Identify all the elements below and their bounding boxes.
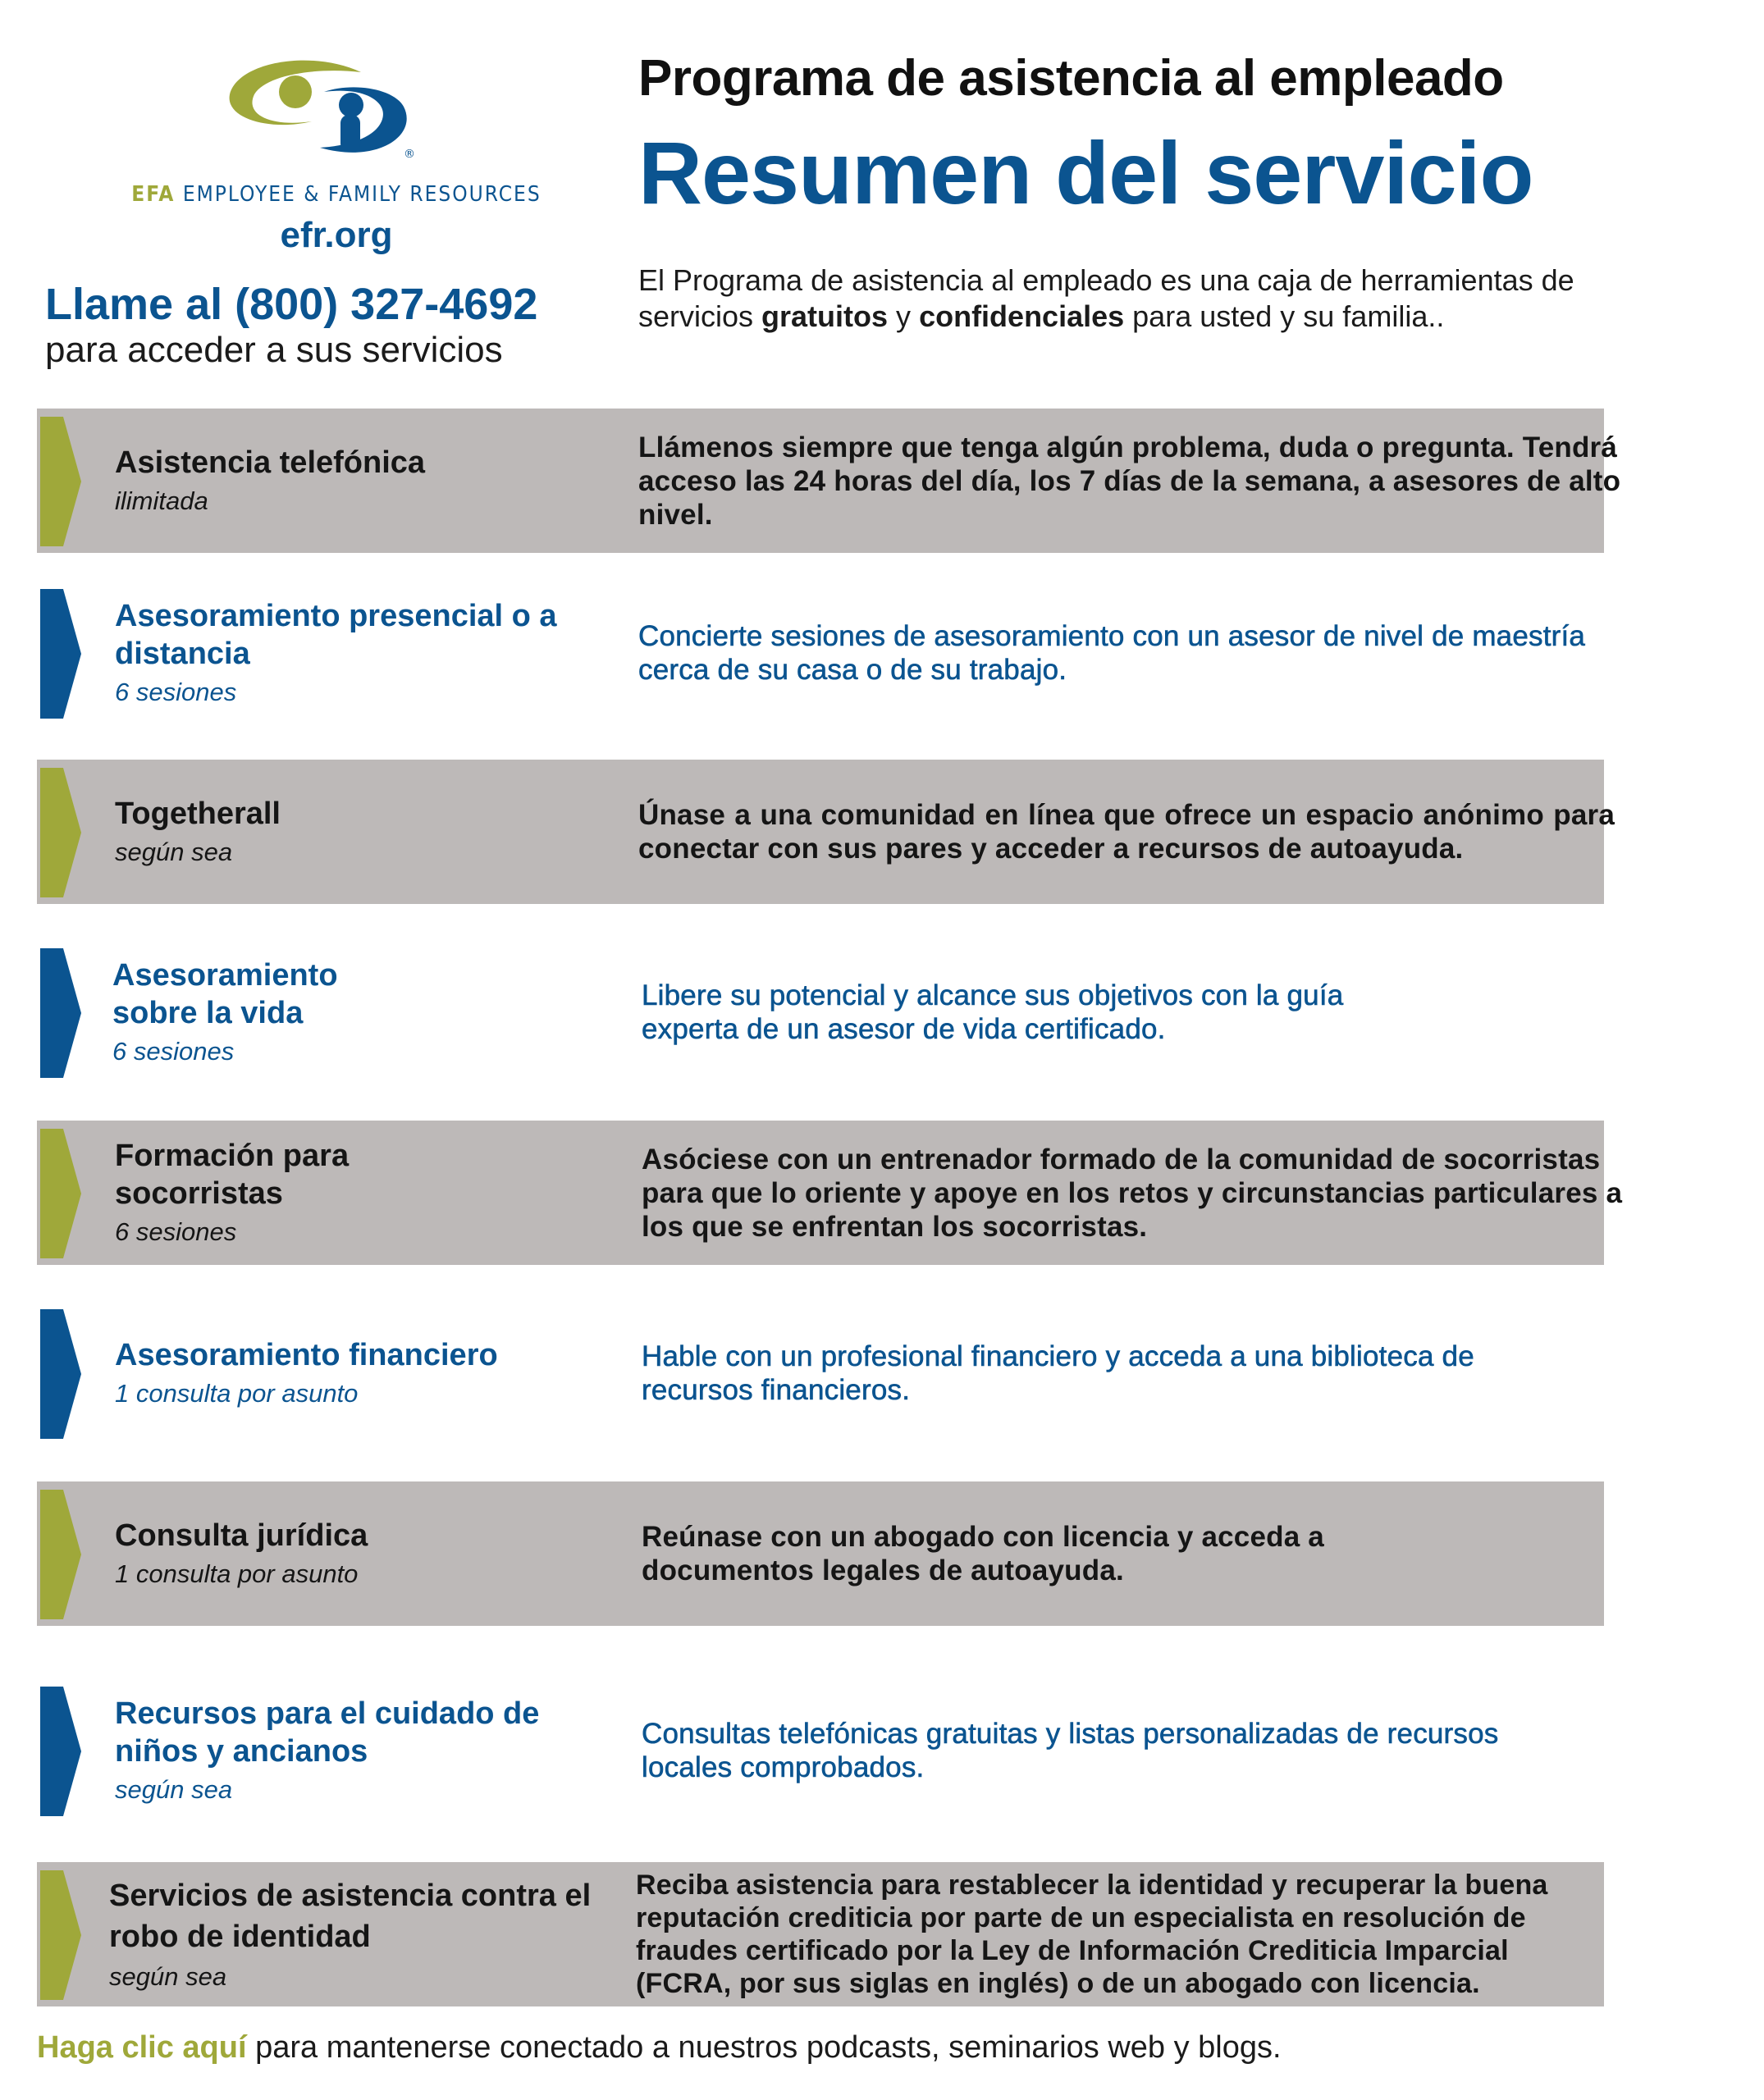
service-row-care-resources — [37, 1678, 1604, 1823]
service-row-identity-theft — [37, 1862, 1604, 2006]
service-desc: Consultas telefónicas gratuitas y listas personalizadas de recursos locales comprobados. — [642, 1718, 1499, 1783]
click-here-link[interactable]: Haga clic aquí — [37, 2030, 247, 2065]
service-row-first-responders — [37, 1121, 1623, 1265]
chevron-green-icon — [40, 1490, 81, 1619]
footer-line — [37, 2030, 1282, 2066]
footer-text: para mantenerse conectado a nuestros podcasts, seminarios web y blogs. — [246, 2030, 1282, 2065]
program-heading: Programa de asistencia al empleado — [638, 50, 1504, 107]
service-name: Asesoramiento presencial o a distancia — [115, 599, 557, 671]
intro-text: El Programa de asistencia al empleado es una caja de herramientas de servicios gratuitos y confidenciales para usted y su familia.. — [638, 263, 1574, 333]
registered-mark: ® — [404, 148, 415, 161]
service-note: según sea — [115, 838, 233, 866]
service-note: ilimitada — [115, 486, 208, 515]
service-name: Asesoramiento financiero — [115, 1338, 498, 1372]
service-desc: Asóciese con un entrenador formado de la comunidad de socorristas para que lo oriente y apoye en los retos y circunstancias particulares a los que se enfrentan los socorristas. — [642, 1143, 1623, 1243]
chevron-blue-icon — [40, 1687, 81, 1816]
phone-subtitle: para acceder a sus servicios — [45, 330, 503, 370]
chevron-green-icon — [40, 768, 81, 897]
service-note: según sea — [109, 1962, 227, 1991]
service-desc: Únase a una comunidad en línea que ofrece un espacio anónimo para conectar con sus pares y acceder a recursos de autoayuda. — [638, 799, 1615, 865]
phone-line[interactable]: Llame al (800) 327-4692 — [45, 280, 538, 329]
service-desc: Hable con un profesional financiero y acceda a una biblioteca de recursos financieros. — [642, 1340, 1474, 1406]
efr-logo — [222, 57, 418, 164]
service-note: 6 sesiones — [115, 678, 237, 706]
service-desc: Llámenos siempre que tenga algún problema, duda o pregunta. Tendrá acceso las 24 horas del día, los 7 días de la semana, a asesores de alto nivel. — [638, 431, 1621, 531]
service-note: según sea — [115, 1775, 233, 1804]
service-desc: Reúnase con un abogado con licencia y acceda a documentos legales de autoayuda. — [642, 1521, 1324, 1586]
service-name: Asesoramiento sobre la vida — [112, 958, 338, 1030]
service-note: 6 sesiones — [112, 1037, 235, 1066]
chevron-blue-icon — [40, 589, 81, 719]
service-name: Recursos para el cuidado de niños y ancianos — [115, 1696, 540, 1769]
service-row-togetherall — [37, 760, 1615, 904]
chevron-blue-icon — [40, 1309, 81, 1439]
service-desc: Concierte sesiones de asesoramiento con un asesor de nivel de maestría cerca de su casa o de su trabajo. — [638, 620, 1586, 686]
service-name: Servicios de asistencia contra el robo de identidad — [109, 1879, 592, 1954]
website-link[interactable]: efr.org — [280, 215, 393, 255]
service-note: 1 consulta por asunto — [115, 1379, 359, 1408]
chevron-green-icon — [40, 1129, 81, 1258]
service-row-counseling — [37, 581, 1604, 725]
service-name: Asistencia telefónica — [115, 445, 426, 480]
service-row-financial — [37, 1301, 1604, 1445]
page-title: Resumen del servicio — [638, 123, 1533, 222]
chevron-green-icon — [40, 1870, 81, 2000]
service-desc: Reciba asistencia para restablecer la identidad y recuperar la buena reputación crediticia por parte de un especialista en resolución de fraudes certificado por la Ley de Información Crediticia Imparcial (FCRA, por sus siglas en inglés) o de un abogado con licencia. — [636, 1869, 1548, 1999]
chevron-blue-icon — [40, 948, 81, 1078]
service-note: 6 sesiones — [115, 1217, 237, 1246]
service-row-life-coaching — [37, 940, 1604, 1084]
chevron-green-icon — [40, 417, 81, 546]
service-desc: Libere su potencial y alcance sus objetivos con la guía experta de un asesor de vida certificado. — [642, 979, 1344, 1045]
service-row-legal — [37, 1481, 1604, 1626]
service-row-phone — [37, 409, 1621, 553]
service-name: Formación para socorristas — [115, 1139, 350, 1211]
service-name: Consulta jurídica — [115, 1518, 368, 1553]
service-name: Togetherall — [115, 797, 281, 831]
service-note: 1 consulta por asunto — [115, 1559, 359, 1588]
org-name: EFA EMPLOYEE & FAMILY RESOURCES — [131, 182, 542, 207]
